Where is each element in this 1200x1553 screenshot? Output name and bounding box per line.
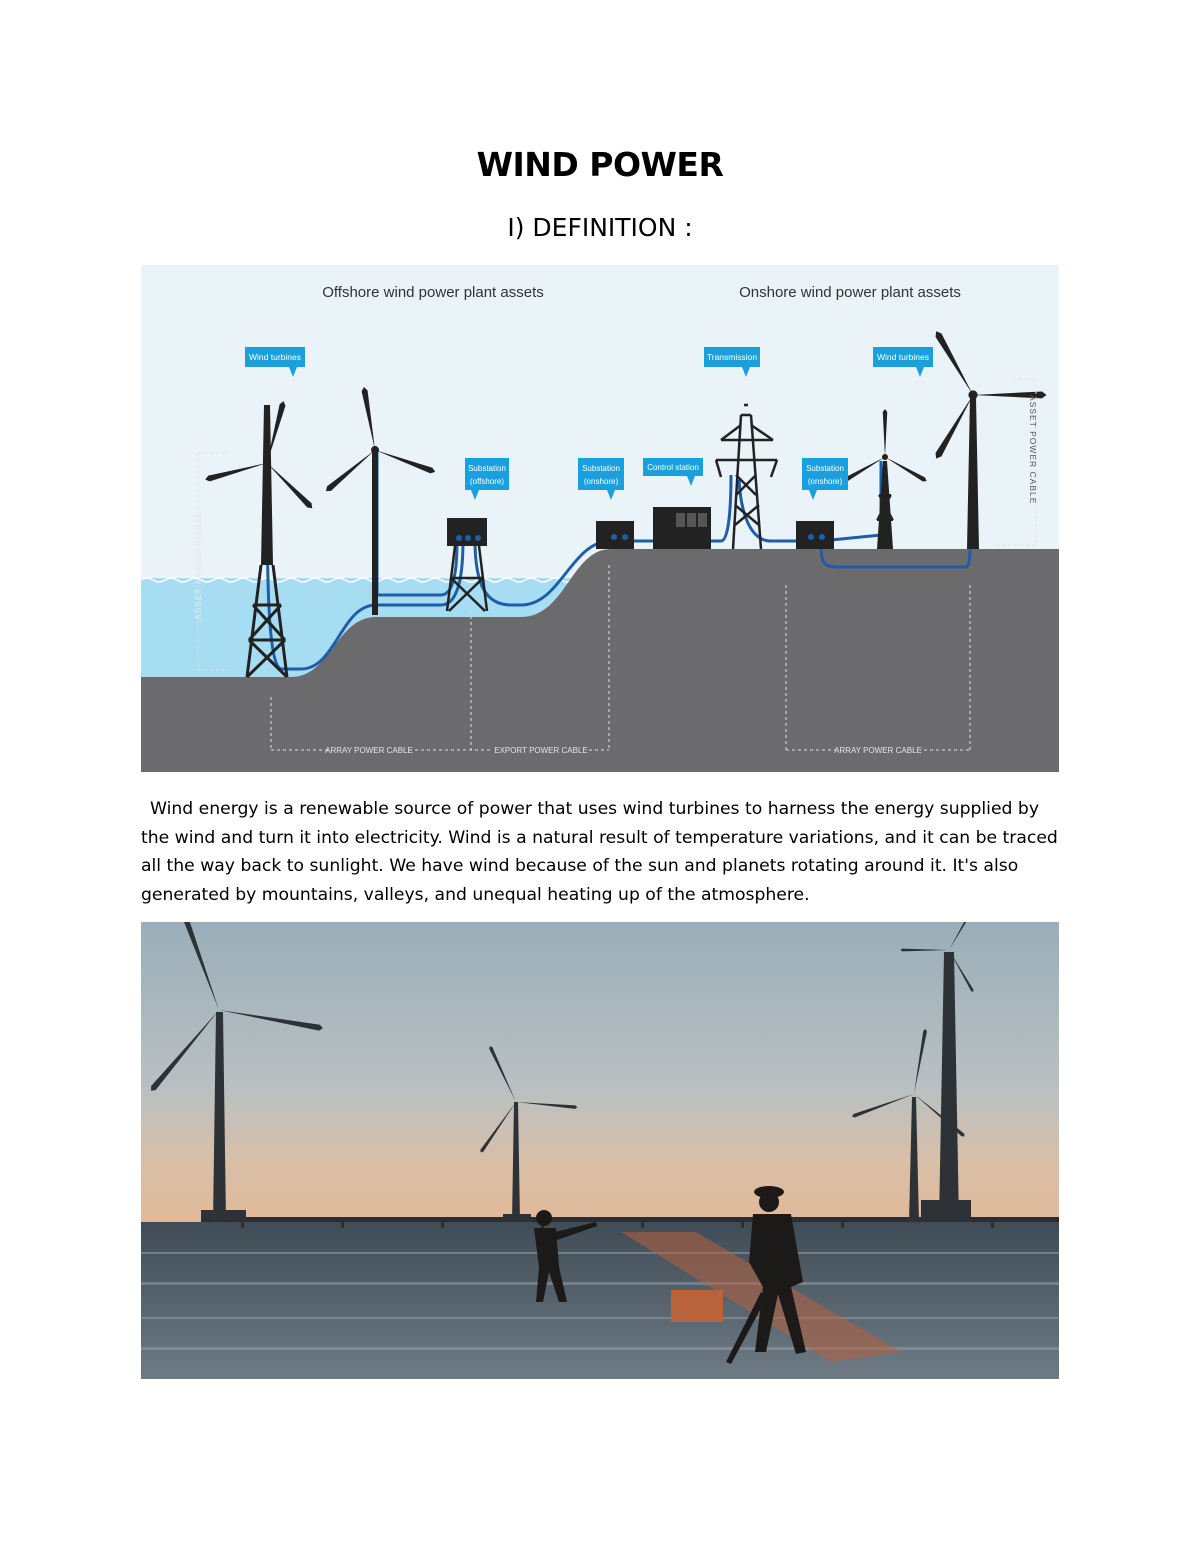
svg-text:Transmission: Transmission [706, 352, 758, 362]
export-power-cable: EXPORT POWER CABLE [494, 746, 588, 755]
array-power-cable-right: ARRAY POWER CABLE [834, 746, 922, 755]
asset-power-cable-left: ASSET POWER CABLE [193, 510, 203, 620]
svg-text:(offshore): (offshore) [469, 477, 505, 486]
page-title: WIND POWER [476, 145, 724, 184]
wind-farm-photo [141, 922, 1059, 1379]
svg-text:Control station: Control station [647, 463, 699, 472]
asset-power-cable-right: ASSET POWER CABLE [1028, 395, 1038, 505]
control-station [653, 507, 711, 549]
onshore-substation-b [796, 521, 834, 549]
section-heading: I) DEFINITION : [507, 213, 693, 242]
svg-text:Substation: Substation [806, 464, 844, 473]
svg-text:Substation: Substation [582, 464, 620, 473]
array-power-cable-left: ARRAY POWER CABLE [325, 746, 413, 755]
svg-text:Substation: Substation [468, 464, 506, 473]
svg-text:Wind turbines: Wind turbines [877, 352, 929, 362]
onshore-substation-a [596, 521, 634, 549]
offshore-heading: Offshore wind power plant assets [322, 284, 544, 301]
svg-text:Wind turbines: Wind turbines [249, 352, 301, 362]
wind-plant-diagram [141, 265, 1059, 772]
onshore-heading: Onshore wind power plant assets [739, 284, 961, 301]
svg-text:(onshore): (onshore) [583, 477, 619, 486]
svg-text:(onshore): (onshore) [807, 477, 843, 486]
definition-paragraph: Wind energy is a renewable source of power that uses wind turbines to harness the energy supplied by the wind and turn it into electricity. Wind is a natural result of temperature variations, and it can be traced all the way back to sunlight. We have wind because of the sun and planets rotating around it. It's also generated by mountains, valleys, and unequal heating up of the atmosphere. [141, 799, 1058, 905]
